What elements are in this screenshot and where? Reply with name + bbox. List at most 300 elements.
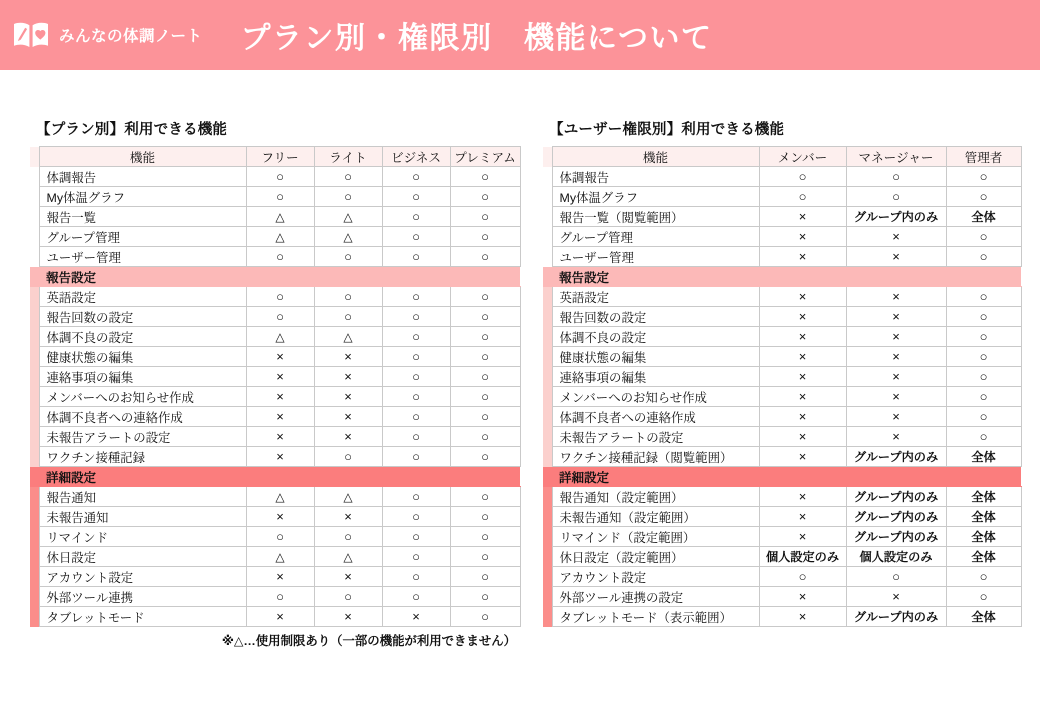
table-row [543, 167, 1021, 187]
feature-value-cell: × [314, 607, 382, 627]
feature-value-cell: × [246, 347, 314, 367]
feature-name-cell: 健康状態の編集 [39, 347, 246, 367]
feature-value-cell: ○ [382, 167, 450, 187]
feature-value-cell: 全体 [946, 547, 1021, 567]
gutter-cell [543, 307, 552, 327]
feature-name-cell: タブレットモード（表示範囲） [552, 607, 759, 627]
table-row [543, 227, 1021, 247]
table-row [30, 567, 520, 587]
feature-value-cell: ○ [246, 307, 314, 327]
feature-value-cell: △ [314, 487, 382, 507]
feature-value-cell: × [759, 527, 846, 547]
table-row [30, 527, 520, 547]
gutter-cell [30, 247, 39, 267]
feature-value-cell: グループ内のみ [846, 527, 946, 547]
feature-value-cell: ○ [314, 587, 382, 607]
feature-value-cell: ○ [382, 507, 450, 527]
feature-value-cell: × [314, 407, 382, 427]
feature-value-cell: × [759, 367, 846, 387]
table-row [543, 307, 1021, 327]
feature-value-cell: ○ [382, 527, 450, 547]
role-feature-table [543, 146, 1022, 627]
feature-name-cell: リマインド（設定範囲） [552, 527, 759, 547]
table-row [30, 407, 520, 427]
feature-value-cell: ○ [382, 487, 450, 507]
gutter-cell [543, 387, 552, 407]
feature-value-cell: ○ [946, 587, 1021, 607]
feature-value-cell: ○ [382, 547, 450, 567]
feature-value-cell: × [759, 387, 846, 407]
gutter-cell [543, 427, 552, 447]
feature-value-cell: △ [246, 487, 314, 507]
gutter-cell [543, 147, 552, 167]
gutter-cell [30, 467, 39, 487]
table-row [30, 367, 520, 387]
table-row [30, 507, 520, 527]
feature-value-cell: ○ [946, 407, 1021, 427]
feature-name-cell: 報告一覧 [39, 207, 246, 227]
gutter-cell [30, 147, 39, 167]
feature-name-cell: リマインド [39, 527, 246, 547]
feature-value-cell: 全体 [946, 607, 1021, 627]
feature-value-cell: △ [246, 207, 314, 227]
feature-value-cell: × [846, 587, 946, 607]
table-row [543, 547, 1021, 567]
feature-name-cell: グループ管理 [552, 227, 759, 247]
feature-value-cell: ○ [246, 527, 314, 547]
feature-value-cell: ○ [314, 307, 382, 327]
gutter-cell [30, 307, 39, 327]
feature-value-cell: ○ [946, 327, 1021, 347]
feature-name-cell: アカウント設定 [39, 567, 246, 587]
table-row [30, 607, 520, 627]
feature-value-cell: ○ [450, 507, 520, 527]
gutter-cell [543, 327, 552, 347]
feature-value-cell: ○ [450, 587, 520, 607]
feature-value-cell: × [846, 287, 946, 307]
gutter-cell [543, 527, 552, 547]
feature-value-cell: × [846, 327, 946, 347]
gutter-cell [30, 567, 39, 587]
feature-value-cell: ○ [314, 447, 382, 467]
feature-value-cell: ○ [314, 527, 382, 547]
feature-value-cell: × [846, 307, 946, 327]
feature-name-cell: 体調不良者への連絡作成 [552, 407, 759, 427]
table-row [543, 287, 1021, 307]
feature-value-cell: 個人設定のみ [846, 547, 946, 567]
feature-name-cell: 報告一覧（閲覧範囲） [552, 207, 759, 227]
gutter-cell [543, 487, 552, 507]
plan-table-body [30, 167, 520, 627]
role-col-member: メンバー [759, 147, 846, 167]
feature-name-cell: 未報告通知（設定範囲） [552, 507, 759, 527]
feature-value-cell: △ [246, 227, 314, 247]
feature-value-cell: ○ [382, 187, 450, 207]
feature-value-cell: × [382, 607, 450, 627]
feature-name-cell: ワクチン接種記録 [39, 447, 246, 467]
role-table-head [543, 147, 1021, 167]
feature-value-cell: × [314, 507, 382, 527]
page-title: プラン別・権限別 機能について [240, 22, 713, 55]
feature-value-cell: × [759, 427, 846, 447]
feature-value-cell: △ [314, 547, 382, 567]
feature-value-cell: ○ [450, 427, 520, 447]
table-row [543, 367, 1021, 387]
plan-col-light: ライト [314, 147, 382, 167]
feature-name-cell: 体調不良の設定 [552, 327, 759, 347]
gutter-cell [543, 547, 552, 567]
feature-name-cell: アカウント設定 [552, 567, 759, 587]
feature-name-cell: 報告回数の設定 [552, 307, 759, 327]
table-section-row [543, 467, 1021, 487]
feature-name-cell: 英語設定 [552, 287, 759, 307]
feature-value-cell: 全体 [946, 207, 1021, 227]
feature-value-cell: × [246, 427, 314, 447]
feature-value-cell: × [759, 227, 846, 247]
gutter-cell [543, 607, 552, 627]
feature-value-cell: ○ [450, 567, 520, 587]
gutter-cell [30, 507, 39, 527]
feature-value-cell: ○ [382, 287, 450, 307]
feature-value-cell: ○ [759, 167, 846, 187]
feature-value-cell: × [846, 407, 946, 427]
table-row [30, 547, 520, 567]
plan-col-free: フリー [246, 147, 314, 167]
feature-value-cell: ○ [246, 167, 314, 187]
feature-value-cell: ○ [946, 247, 1021, 267]
feature-value-cell: ○ [946, 227, 1021, 247]
gutter-cell [543, 207, 552, 227]
feature-value-cell: × [759, 447, 846, 467]
role-col-manager: マネージャー [846, 147, 946, 167]
plan-table-heading: 【プラン別】利用できる機能 [36, 122, 228, 138]
gutter-cell [30, 527, 39, 547]
feature-value-cell: × [314, 387, 382, 407]
gutter-cell [543, 507, 552, 527]
feature-value-cell: × [759, 487, 846, 507]
plan-table-header-row [30, 147, 520, 167]
role-panel [543, 70, 1021, 627]
feature-value-cell: ○ [246, 187, 314, 207]
table-row [543, 487, 1021, 507]
feature-name-cell: 健康状態の編集 [552, 347, 759, 367]
plan-col-premium: プレミアム [450, 147, 520, 167]
feature-name-cell: 体調報告 [39, 167, 246, 187]
feature-value-cell: ○ [382, 447, 450, 467]
feature-name-cell: 外部ツール連携の設定 [552, 587, 759, 607]
feature-value-cell: ○ [382, 227, 450, 247]
section-label: 詳細設定 [552, 467, 1021, 487]
feature-value-cell: ○ [946, 167, 1021, 187]
feature-name-cell: 体調不良の設定 [39, 327, 246, 347]
feature-value-cell: ○ [382, 347, 450, 367]
feature-value-cell: ○ [450, 367, 520, 387]
feature-value-cell: ○ [314, 247, 382, 267]
feature-value-cell: ○ [450, 487, 520, 507]
table-row [30, 347, 520, 367]
feature-name-cell: 未報告アラートの設定 [39, 427, 246, 447]
table-row [543, 327, 1021, 347]
role-table-heading: 【ユーザー権限別】利用できる機能 [549, 122, 785, 138]
page-header [0, 0, 1040, 70]
feature-value-cell: ○ [382, 407, 450, 427]
feature-name-cell: My体温グラフ [552, 187, 759, 207]
feature-value-cell: ○ [246, 287, 314, 307]
feature-value-cell: ○ [450, 247, 520, 267]
brand [12, 20, 203, 50]
gutter-cell [30, 447, 39, 467]
feature-name-cell: 報告回数の設定 [39, 307, 246, 327]
role-col-feature: 機能 [552, 147, 759, 167]
table-row [543, 587, 1021, 607]
feature-value-cell: × [759, 407, 846, 427]
table-row [30, 327, 520, 347]
gutter-cell [30, 407, 39, 427]
table-row [30, 187, 520, 207]
table-section-row [543, 267, 1021, 287]
feature-value-cell: ○ [450, 547, 520, 567]
feature-name-cell: 外部ツール連携 [39, 587, 246, 607]
feature-value-cell: ○ [314, 287, 382, 307]
feature-value-cell: × [846, 387, 946, 407]
table-row [30, 427, 520, 447]
feature-value-cell: ○ [382, 587, 450, 607]
feature-value-cell: ○ [246, 247, 314, 267]
table-row [543, 187, 1021, 207]
feature-value-cell: 全体 [946, 507, 1021, 527]
feature-value-cell: グループ内のみ [846, 507, 946, 527]
table-row [543, 407, 1021, 427]
table-row [30, 207, 520, 227]
feature-value-cell: ○ [946, 287, 1021, 307]
table-row [543, 247, 1021, 267]
feature-value-cell: × [846, 347, 946, 367]
feature-value-cell: △ [246, 547, 314, 567]
gutter-cell [30, 367, 39, 387]
gutter-cell [30, 327, 39, 347]
feature-value-cell: × [246, 387, 314, 407]
feature-value-cell: 全体 [946, 487, 1021, 507]
table-row [30, 167, 520, 187]
feature-value-cell: × [759, 247, 846, 267]
feature-value-cell: ○ [382, 207, 450, 227]
notebook-heart-icon [12, 20, 50, 50]
feature-name-cell: My体温グラフ [39, 187, 246, 207]
section-label: 報告設定 [39, 267, 520, 287]
feature-value-cell: グループ内のみ [846, 207, 946, 227]
feature-value-cell: △ [314, 327, 382, 347]
gutter-cell [30, 587, 39, 607]
table-row [30, 387, 520, 407]
feature-value-cell: × [846, 247, 946, 267]
feature-value-cell: ○ [450, 187, 520, 207]
feature-name-cell: 報告通知 [39, 487, 246, 507]
gutter-cell [30, 487, 39, 507]
gutter-cell [543, 247, 552, 267]
feature-value-cell: グループ内のみ [846, 607, 946, 627]
feature-value-cell: ○ [382, 387, 450, 407]
table-row [543, 527, 1021, 547]
feature-value-cell: ○ [382, 327, 450, 347]
feature-value-cell: × [314, 367, 382, 387]
role-table-header-row [543, 147, 1021, 167]
gutter-cell [30, 547, 39, 567]
feature-value-cell: ○ [450, 527, 520, 547]
feature-name-cell: ユーザー管理 [552, 247, 759, 267]
plan-panel [30, 70, 520, 649]
table-row [543, 207, 1021, 227]
feature-name-cell: 休日設定（設定範囲） [552, 547, 759, 567]
feature-value-cell: × [759, 207, 846, 227]
gutter-cell [30, 167, 39, 187]
table-row [543, 607, 1021, 627]
feature-value-cell: 全体 [946, 527, 1021, 547]
feature-value-cell: × [246, 607, 314, 627]
feature-value-cell: × [314, 347, 382, 367]
feature-name-cell: メンバーへのお知らせ作成 [39, 387, 246, 407]
plan-feature-table [30, 146, 521, 627]
table-row [543, 567, 1021, 587]
gutter-cell [30, 287, 39, 307]
feature-value-cell: ○ [946, 187, 1021, 207]
feature-value-cell: ○ [759, 567, 846, 587]
table-row [30, 587, 520, 607]
feature-value-cell: × [759, 347, 846, 367]
feature-value-cell: 個人設定のみ [759, 547, 846, 567]
table-row [30, 487, 520, 507]
page-body [0, 70, 1040, 720]
gutter-cell [30, 347, 39, 367]
feature-name-cell: 休日設定 [39, 547, 246, 567]
section-label: 報告設定 [552, 267, 1021, 287]
feature-value-cell: ○ [314, 187, 382, 207]
feature-value-cell: ○ [382, 427, 450, 447]
feature-value-cell: △ [314, 227, 382, 247]
feature-value-cell: ○ [846, 187, 946, 207]
feature-value-cell: ○ [450, 447, 520, 467]
table-row [543, 447, 1021, 467]
gutter-cell [543, 447, 552, 467]
feature-name-cell: 体調不良者への連絡作成 [39, 407, 246, 427]
table-row [30, 287, 520, 307]
table-row [543, 387, 1021, 407]
feature-name-cell: 連絡事項の編集 [552, 367, 759, 387]
gutter-cell [543, 407, 552, 427]
table-row [543, 507, 1021, 527]
feature-value-cell: ○ [759, 187, 846, 207]
feature-value-cell: ○ [450, 207, 520, 227]
feature-value-cell: × [759, 587, 846, 607]
feature-value-cell: ○ [450, 227, 520, 247]
feature-value-cell: ○ [450, 607, 520, 627]
feature-value-cell: ○ [946, 567, 1021, 587]
table-section-row [30, 267, 520, 287]
feature-value-cell: × [314, 567, 382, 587]
feature-value-cell: × [246, 507, 314, 527]
feature-value-cell: × [846, 427, 946, 447]
feature-value-cell: ○ [382, 307, 450, 327]
feature-value-cell: ○ [846, 567, 946, 587]
feature-name-cell: グループ管理 [39, 227, 246, 247]
feature-value-cell: × [759, 507, 846, 527]
role-table-body [543, 167, 1021, 627]
feature-value-cell: ○ [946, 347, 1021, 367]
table-row [30, 307, 520, 327]
brand-name: みんなの体調ノート [59, 28, 203, 45]
gutter-cell [30, 207, 39, 227]
feature-value-cell: ○ [246, 587, 314, 607]
feature-value-cell: × [246, 367, 314, 387]
feature-value-cell: グループ内のみ [846, 487, 946, 507]
gutter-cell [30, 387, 39, 407]
feature-name-cell: ユーザー管理 [39, 247, 246, 267]
feature-value-cell: ○ [382, 247, 450, 267]
gutter-cell [30, 427, 39, 447]
feature-value-cell: ○ [946, 307, 1021, 327]
feature-name-cell: タブレットモード [39, 607, 246, 627]
feature-value-cell: グループ内のみ [846, 447, 946, 467]
feature-value-cell: ○ [450, 387, 520, 407]
gutter-cell [543, 467, 552, 487]
feature-value-cell: × [246, 447, 314, 467]
table-row [543, 427, 1021, 447]
gutter-cell [543, 587, 552, 607]
feature-value-cell: ○ [450, 167, 520, 187]
feature-value-cell: ○ [314, 167, 382, 187]
gutter-cell [30, 267, 39, 287]
feature-value-cell: ○ [450, 327, 520, 347]
plan-col-feature: 機能 [39, 147, 246, 167]
feature-name-cell: メンバーへのお知らせ作成 [552, 387, 759, 407]
table-row [30, 227, 520, 247]
table-row [543, 347, 1021, 367]
feature-name-cell: 未報告アラートの設定 [552, 427, 759, 447]
feature-value-cell: ○ [450, 347, 520, 367]
feature-name-cell: ワクチン接種記録（閲覧範囲） [552, 447, 759, 467]
feature-value-cell: × [759, 327, 846, 347]
gutter-cell [543, 347, 552, 367]
feature-value-cell: ○ [382, 567, 450, 587]
feature-value-cell: × [846, 227, 946, 247]
feature-value-cell: ○ [946, 427, 1021, 447]
feature-name-cell: 英語設定 [39, 287, 246, 307]
gutter-cell [543, 267, 552, 287]
feature-value-cell: ○ [946, 367, 1021, 387]
gutter-cell [30, 227, 39, 247]
feature-value-cell: △ [314, 207, 382, 227]
feature-value-cell: △ [246, 327, 314, 347]
feature-value-cell: × [759, 287, 846, 307]
gutter-cell [543, 567, 552, 587]
feature-value-cell: × [246, 407, 314, 427]
gutter-cell [543, 367, 552, 387]
plan-col-business: ビジネス [382, 147, 450, 167]
feature-value-cell: 全体 [946, 447, 1021, 467]
table-section-row [30, 467, 520, 487]
gutter-cell [543, 187, 552, 207]
feature-value-cell: × [846, 367, 946, 387]
feature-value-cell: × [314, 427, 382, 447]
table-row [30, 247, 520, 267]
feature-value-cell: × [759, 307, 846, 327]
feature-name-cell: 体調報告 [552, 167, 759, 187]
feature-value-cell: ○ [450, 407, 520, 427]
gutter-cell [30, 607, 39, 627]
feature-value-cell: ○ [450, 307, 520, 327]
gutter-cell [543, 227, 552, 247]
plan-table-head [30, 147, 520, 167]
feature-value-cell: ○ [846, 167, 946, 187]
